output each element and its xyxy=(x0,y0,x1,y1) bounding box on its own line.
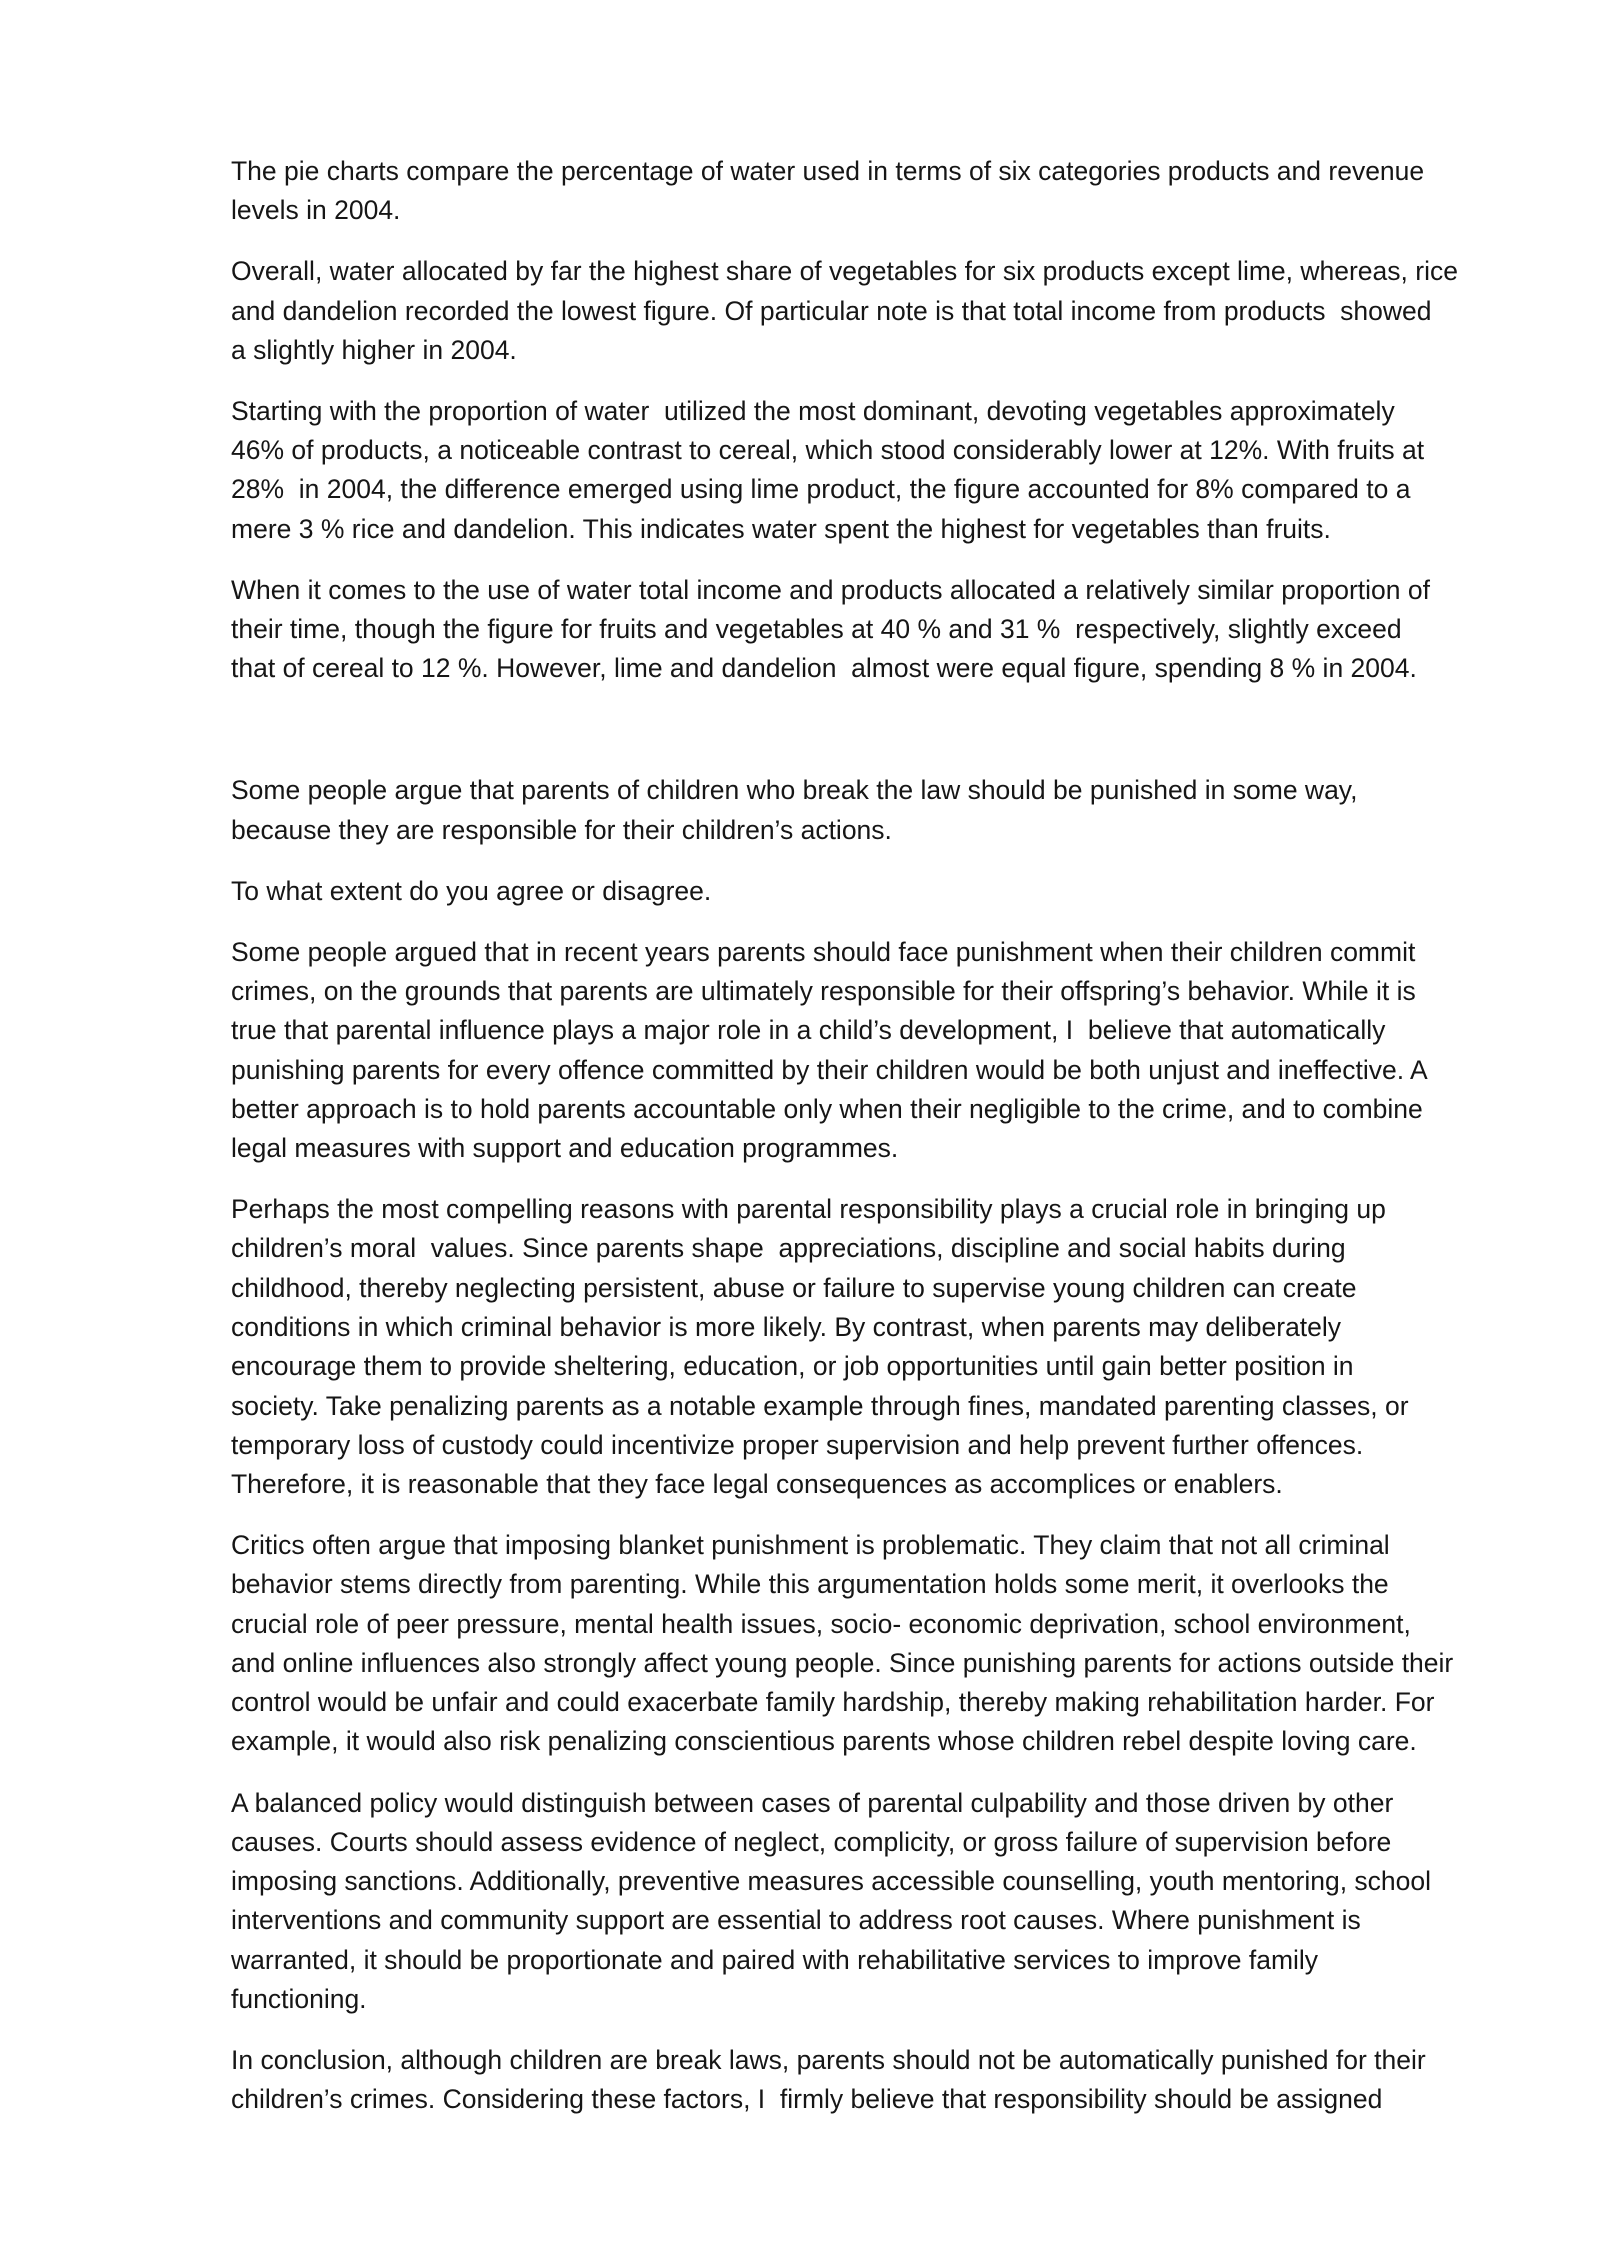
text-line: interventions and community support are essential to address root causes. Where punishment is xyxy=(231,1905,1361,1936)
empty-paragraph xyxy=(231,710,1551,749)
text-line: childhood, thereby neglecting persistent, abuse or failure to supervise young children can create xyxy=(231,1272,1357,1303)
text-line: When it comes to the use of water total income and products allocated a relatively similar proportion of xyxy=(231,574,1430,605)
essay-prompt-section xyxy=(231,771,1551,911)
report-body-paragraph xyxy=(231,571,1551,689)
text-line: temporary loss of custody could incentivize proper supervision and help prevent further offences. xyxy=(231,1429,1364,1460)
text-line: their time, though the figure for fruits and vegetables at 40 % and 31 % respectively, slightly exceed xyxy=(231,614,1402,645)
text-line: warranted, it should be proportionate and paired with rehabilitative services to improve family xyxy=(231,1944,1319,1975)
text-line: levels in 2004. xyxy=(231,195,401,226)
text-line: legal measures with support and education programmes. xyxy=(231,1133,899,1164)
text-line: children’s moral values. Since parents shape appreciations, discipline and social habits during xyxy=(231,1233,1346,1264)
text-line: true that parental influence plays a major role in a child’s development, I believe that automatically xyxy=(231,1015,1386,1046)
essay-conclusion-paragraph xyxy=(231,2041,1551,2120)
text-line: The pie charts compare the percentage of water used in terms of six categories products and revenue xyxy=(231,156,1425,186)
text-line: because they are responsible for their children’s actions. xyxy=(231,814,892,845)
essay-intro-paragraph xyxy=(231,933,1551,1169)
text-line: causes. Courts should assess evidence of neglect, complicity, or gross failure of supervision before xyxy=(231,1826,1392,1857)
report-overview-paragraph xyxy=(231,252,1551,370)
text-line: Critics often argue that imposing blanket punishment is problematic. They claim that not all criminal xyxy=(231,1530,1390,1561)
text-line: society. Take penalizing parents as a notable example through fines, mandated parenting classes, or xyxy=(231,1390,1409,1421)
text-line: conditions in which criminal behavior is more likely. By contrast, when parents may deliberately xyxy=(231,1312,1342,1343)
text-line: A balanced policy would distinguish between cases of parental culpability and those driven by other xyxy=(231,1787,1394,1818)
report-intro-paragraph xyxy=(231,152,1551,231)
text-line: 28% in 2004, the difference emerged using lime product, the figure accounted for 8% compared to a xyxy=(231,474,1411,505)
essay-body-paragraph xyxy=(231,1190,1551,1504)
text-line: punishing parents for every offence committed by their children would be both unjust and ineffective. A xyxy=(231,1054,1428,1085)
text-line: To what extent do you agree or disagree. xyxy=(231,875,712,906)
essay-body-paragraph xyxy=(231,1526,1551,1762)
text-line: 46% of products, a noticeable contrast to cereal, which stood considerably lower at 12%. With fruits at xyxy=(231,435,1425,466)
text-line: Perhaps the most compelling reasons with parental responsibility plays a crucial role in bringing up xyxy=(231,1194,1386,1225)
essay-section xyxy=(231,933,1551,2120)
text-line: functioning. xyxy=(231,1983,367,2014)
text-line: mere 3 % rice and dandelion. This indicates water spent the highest for vegetables than fruits. xyxy=(231,513,1331,544)
text-line: Some people argue that parents of children who break the law should be punished in some way, xyxy=(231,775,1358,806)
text-line: In conclusion, although children are break laws, parents should not be automatically punished for their xyxy=(231,2044,1426,2075)
report-body-paragraph xyxy=(231,392,1551,549)
text-line: example, it would also risk penalizing conscientious parents whose children rebel despite loving care. xyxy=(231,1726,1417,1757)
text-line: and dandelion recorded the lowest figure. Of particular note is that total income from products showed xyxy=(231,295,1432,326)
text-line: imposing sanctions. Additionally, preventive measures accessible counselling, youth mentoring, school xyxy=(231,1866,1432,1897)
question-paragraph xyxy=(231,872,1551,911)
document-body xyxy=(231,152,1551,2141)
text-line: crimes, on the grounds that parents are ultimately responsible for their offspring’s behavior. While it is xyxy=(231,976,1416,1007)
text-line: and online influences also strongly affect young people. Since punishing parents for actions outside their xyxy=(231,1647,1454,1678)
text-line: Some people argued that in recent years parents should face punishment when their children commit xyxy=(231,936,1416,967)
text-line: crucial role of peer pressure, mental health issues, socio- economic deprivation, school environment, xyxy=(231,1608,1411,1639)
text-line: Overall, water allocated by far the highest share of vegetables for six products except lime, whereas, rice xyxy=(231,256,1458,287)
text-line: control would be unfair and could exacerbate family hardship, thereby making rehabilitation harder. For xyxy=(231,1687,1435,1718)
text-line: that of cereal to 12 %. However, lime and dandelion almost were equal figure, spending 8 % in 2004. xyxy=(231,653,1417,684)
text-line: Starting with the proportion of water utilized the most dominant, devoting vegetables approximately xyxy=(231,395,1395,426)
text-line: a slightly higher in 2004. xyxy=(231,334,517,365)
text-line: better approach is to hold parents accountable only when their negligible to the crime, and to combine xyxy=(231,1093,1423,1124)
report-section xyxy=(231,152,1551,689)
text-line: children’s crimes. Considering these factors, I firmly believe that responsibility should be assigned xyxy=(231,2084,1383,2115)
text-line: encourage them to provide sheltering, education, or job opportunities until gain better position in xyxy=(231,1351,1354,1382)
essay-body-paragraph xyxy=(231,1784,1551,2020)
prompt-paragraph xyxy=(231,771,1551,850)
text-line: behavior stems directly from parenting. While this argumentation holds some merit, it overlooks the xyxy=(231,1569,1389,1600)
text-line: Therefore, it is reasonable that they face legal consequences as accomplices or enablers. xyxy=(231,1469,1283,1500)
